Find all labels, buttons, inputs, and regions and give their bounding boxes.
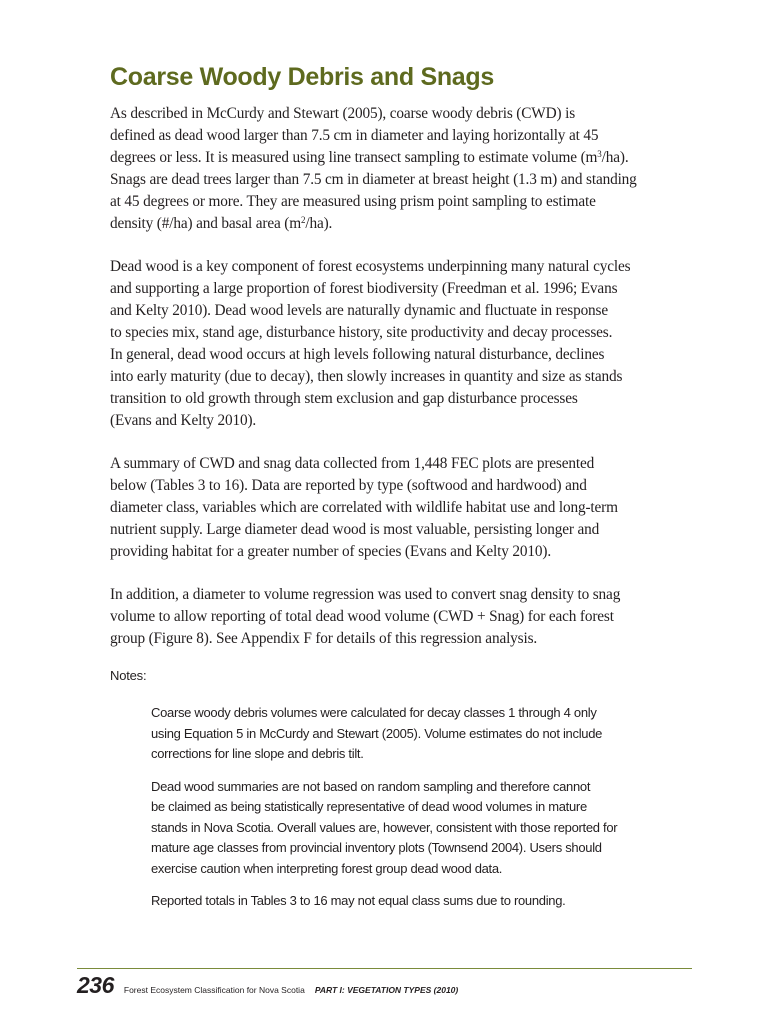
page-title: Coarse Woody Debris and Snags: [110, 63, 494, 91]
text-line: defined as dead wood larger than 7.5 cm in diameter and laying horizontally at 45: [110, 127, 599, 144]
footer-part-label: PART I: VEGETATION TYPES (2010): [314, 985, 459, 995]
text-line: Dead wood summaries are not based on random sampling and therefore cannot: [151, 778, 591, 794]
note-rounding: [151, 891, 631, 912]
note-sampling: [151, 777, 631, 880]
superscript: 3: [597, 149, 602, 159]
superscript: 2: [301, 215, 306, 225]
text-line: at 45 degrees or more. They are measured using prism point sampling to estimate: [110, 193, 596, 210]
text-line: Reported totals in Tables 3 to 16 may not equal class sums due to rounding.: [151, 893, 566, 908]
text-line: to species mix, stand age, disturbance history, site productivity and decay processes.: [110, 324, 613, 341]
text-line: and supporting a large proportion of forest biodiversity (Freedman et al. 1996; Evans: [110, 280, 618, 297]
paragraph-regression: [110, 584, 658, 650]
text-line: corrections for line slope and debris tilt.: [151, 746, 364, 761]
text-line: diameter class, variables which are correlated with wildlife habitat use and long-term: [110, 499, 618, 516]
text-line: (Evans and Kelty 2010).: [110, 412, 257, 429]
text-line: Coarse woody debris volumes were calculated for decay classes 1 through 4 only: [151, 705, 597, 720]
paragraph-summary: [110, 453, 658, 563]
text-line: volume to allow reporting of total dead wood volume (CWD + Snag) for each forest: [110, 608, 614, 625]
text-line-part: density (#/ha) and basal area (m: [110, 215, 302, 232]
text-line: nutrient supply. Large diameter dead wood is most valuable, persisting longer and: [110, 521, 600, 538]
page-footer: [77, 972, 458, 1002]
notes-label: Notes:: [110, 668, 147, 683]
notes-list: [151, 703, 631, 924]
text-line-part: degrees or less. It is measured using line transect sampling to estimate volume (m: [110, 149, 598, 166]
text-line: using Equation 5 in McCurdy and Stewart (2005). Volume estimates do not include: [151, 725, 603, 741]
page-number: 236: [77, 972, 114, 998]
paragraph-cwd-definition: [110, 103, 658, 235]
text-line-part: /ha).: [305, 215, 333, 232]
text-line: In general, dead wood occurs at high levels following natural disturbance, declines: [110, 346, 605, 363]
text-line: exercise caution when interpreting forest group dead wood data.: [151, 860, 503, 876]
text-line: transition to old growth through stem exclusion and gap disturbance processes: [110, 390, 578, 407]
text-line: below (Tables 3 to 16). Data are reported by type (softwood and hardwood) and: [110, 477, 587, 494]
text-line: Snags are dead trees larger than 7.5 cm in diameter at breast height (1.3 m) and standing: [110, 171, 637, 188]
text-line: providing habitat for a greater number of species (Evans and Kelty 2010).: [110, 543, 552, 560]
text-line: As described in McCurdy and Stewart (2005), coarse woody debris (CWD) is: [110, 105, 575, 122]
footer-document-title: Forest Ecosystem Classification for Nova Scotia: [123, 985, 305, 995]
text-line: and Kelty 2010). Dead wood levels are naturally dynamic and fluctuate in response: [110, 302, 609, 319]
footer-divider: [77, 968, 692, 969]
text-line: into early maturity (due to decay), then slowly increases in quantity and size as stands: [110, 368, 623, 385]
text-line: be claimed as being statistically representative of dead wood volumes in mature: [151, 799, 587, 814]
note-cwd-volumes: [151, 703, 631, 765]
text-line: group (Figure 8). See Appendix F for details of this regression analysis.: [110, 630, 538, 647]
text-line: In addition, a diameter to volume regression was used to convert snag density to snag: [110, 586, 621, 603]
text-line: [110, 213, 658, 235]
paragraph-dead-wood: [110, 256, 658, 432]
text-line: [110, 147, 658, 169]
text-line: Dead wood is a key component of forest ecosystems underpinning many natural cycles: [110, 258, 631, 275]
body-text: [110, 103, 658, 671]
text-line-part: /ha).: [601, 149, 629, 166]
text-line: mature age classes from provincial inventory plots (Townsend 2004). Users should: [151, 840, 602, 855]
text-line: A summary of CWD and snag data collected from 1,448 FEC plots are presented: [110, 455, 595, 472]
text-line: stands in Nova Scotia. Overall values are, however, consistent with those reported for: [151, 819, 618, 835]
